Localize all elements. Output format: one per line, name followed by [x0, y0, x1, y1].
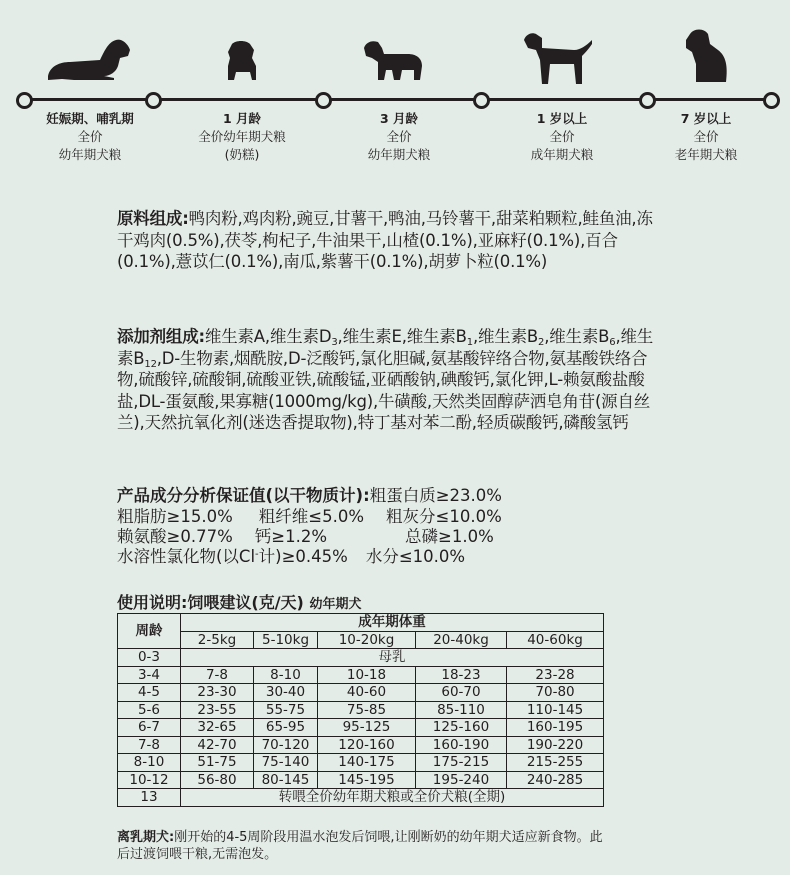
analysis-row: [117, 506, 502, 528]
stage-line: 全价: [549, 129, 575, 144]
age-cell: 13: [118, 789, 181, 807]
adult-dog-icon: [522, 30, 594, 86]
amount-cell: 120-160: [318, 736, 416, 754]
analysis-row: [117, 526, 494, 548]
timeline-dot: [16, 92, 33, 109]
age-cell: 8-10: [118, 754, 181, 772]
weaning-label: 离乳期犬:: [117, 830, 175, 845]
amount-cell: 60-70: [416, 684, 507, 702]
amount-cell: 75-140: [254, 754, 318, 772]
usage-title-text: 使用说明:饲喂建议(克/天): [117, 593, 304, 612]
timeline-dot: [763, 92, 780, 109]
subscript: 12: [144, 358, 157, 370]
feeding-table: [117, 613, 604, 807]
additives-label: 添加剂组成:: [117, 327, 205, 346]
amount-cell: 18-23: [416, 666, 507, 684]
analysis-protein: 粗蛋白质≥23.0%: [369, 486, 502, 505]
analysis-label: 产品成分分析保证值(以干物质计):: [117, 486, 370, 505]
timeline-dot: [145, 92, 162, 109]
amount-cell: 23-28: [507, 666, 604, 684]
subscript: 6: [609, 337, 616, 348]
amount-cell: 7-8: [181, 666, 254, 684]
analysis-fiber: 粗纤维≤5.0%: [258, 507, 364, 526]
amount-cell: 56-80: [181, 771, 254, 789]
stage-line: 老年期犬粮: [674, 147, 738, 162]
superscript: -: [255, 549, 259, 560]
analysis-calcium: 钙≥1.2%: [254, 527, 327, 546]
weight-column-header: 2-5kg: [181, 631, 254, 649]
weaning-note: [117, 829, 612, 863]
amount-cell: 85-110: [416, 701, 507, 719]
ingredients-section: [117, 208, 662, 273]
subscript: 1: [466, 337, 473, 348]
stage-3-months: [324, 110, 474, 164]
analysis-fat: 粗脂肪≥15.0%: [117, 507, 233, 526]
timeline-line: [22, 98, 772, 101]
analysis-moisture: 水分≤10.0%: [365, 547, 466, 566]
amount-cell: 125-160: [416, 719, 507, 737]
table-row: [118, 649, 604, 667]
amount-cell: 95-125: [318, 719, 416, 737]
additives-text: ,维生素B: [117, 327, 654, 368]
table-header-row: [118, 631, 604, 649]
amount-cell: 42-70: [181, 736, 254, 754]
age-cell: 7-8: [118, 736, 181, 754]
weight-column-header: 5-10kg: [254, 631, 318, 649]
weight-column-header: 10-20kg: [318, 631, 416, 649]
stage-title: 1 岁以上: [536, 111, 588, 126]
subscript: 3: [331, 337, 338, 348]
table-row: [118, 754, 604, 772]
age-cell: 3-4: [118, 666, 181, 684]
subscript: 2: [538, 337, 545, 348]
additives-text: ,维生素B: [472, 327, 539, 346]
amount-cell: 215-255: [507, 754, 604, 772]
analysis-phosphorus: 总磷≥1.0%: [405, 527, 494, 546]
stage-1-month: [167, 110, 317, 164]
age-cell: 6-7: [118, 719, 181, 737]
timeline-dot: [639, 92, 656, 109]
table-row: [118, 771, 604, 789]
additives-text: ,D-生物素,烟酰胺,D-泛酸钙,氯化胆碱,氨基酸锌络合物,氨基酸铁络合物,硫酸锌,硫酸铜,硫酸亚铁,硫酸锰,亚硒酸钠,碘酸钙,氯化钾,L-赖氨酸盐酸盐,DL-蛋氨酸,果寡糖(1000mg/kg),牛磺酸,天然类固醇萨洒皂角苷(源自丝兰),天然抗氧化剂(迷迭香提取物),特丁基对苯二酚,轻质碳酸钙,磷酸氢钙: [117, 348, 651, 432]
additives-text: 维生素A,维生素D: [204, 327, 332, 346]
additives-section: [117, 326, 662, 434]
weight-header: 成年期体重: [181, 614, 604, 632]
milk-cell: 母乳: [181, 649, 604, 667]
stage-title: 3 月龄: [379, 111, 419, 126]
amount-cell: 240-285: [507, 771, 604, 789]
stage-title: 7 岁以上: [680, 111, 732, 126]
table-row: [118, 789, 604, 807]
stage-line: (奶糕): [224, 147, 260, 162]
senior-dog-icon: [684, 28, 732, 84]
amount-cell: 32-65: [181, 719, 254, 737]
age-cell: 5-6: [118, 701, 181, 719]
usage-subtitle: 幼年期犬: [309, 597, 362, 612]
timeline-dot: [473, 92, 490, 109]
age-cell: 4-5: [118, 684, 181, 702]
amount-cell: 65-95: [254, 719, 318, 737]
weight-column-header: 20-40kg: [416, 631, 507, 649]
amount-cell: 195-240: [416, 771, 507, 789]
stage-1-year: [487, 110, 637, 164]
amount-cell: 160-190: [416, 736, 507, 754]
stage-line: 全价: [693, 129, 719, 144]
age-cell: 10-12: [118, 771, 181, 789]
stage-line: 幼年期犬粮: [58, 147, 122, 162]
analysis-row: [117, 485, 502, 507]
table-row: [118, 684, 604, 702]
analysis-chloride: 水溶性氯化物(以Cl: [117, 547, 256, 566]
weaning-text: 刚开始的4-5周阶段用温水泡发后饲喂,让刚断奶的幼年期犬适应新食物。此后过渡饲喂干粮,无需泡发。: [117, 830, 603, 862]
amount-cell: 75-85: [318, 701, 416, 719]
ingredients-text: 鸭肉粉,鸡肉粉,豌豆,甘薯干,鸭油,马铃薯干,甜菜粕颗粒,鲑鱼油,冻干鸡肉(0.5%),茯苓,枸杞子,牛油果干,山楂(0.1%),亚麻籽(0.1%),百合(0.1%),薏苡仁(0.1%),南瓜,紫薯干(0.1%),胡萝卜粒(0.1%): [117, 209, 653, 271]
amount-cell: 160-195: [507, 719, 604, 737]
stage-line: 幼年期犬粮: [367, 147, 431, 162]
amount-cell: 190-220: [507, 736, 604, 754]
stage-title: 妊娠期、哺乳期: [46, 111, 134, 126]
stage-7-years: [631, 110, 781, 164]
amount-cell: 8-10: [254, 666, 318, 684]
analysis-chloride: 计)≥0.45%: [258, 547, 348, 566]
analysis-ash: 粗灰分≤10.0%: [386, 507, 502, 526]
young-dog-icon: [362, 38, 426, 82]
table-row: [118, 701, 604, 719]
stage-line: 全价幼年期犬粮: [198, 129, 286, 144]
switch-food-cell: 转喂全价幼年期犬粮或全价犬粮(全期): [181, 789, 604, 807]
amount-cell: 70-120: [254, 736, 318, 754]
pregnant-dog-icon: [44, 36, 132, 82]
stage-line: 全价: [386, 129, 412, 144]
amount-cell: 140-175: [318, 754, 416, 772]
stage-line: 全价: [77, 129, 103, 144]
age-cell: 0-3: [118, 649, 181, 667]
table-body: [118, 666, 604, 789]
analysis-lysine: 赖氨酸≥0.77%: [117, 527, 233, 546]
table-header-row: [118, 614, 604, 632]
puppy-icon: [222, 40, 260, 82]
stage-line: 成年期犬粮: [530, 147, 594, 162]
stage-title: 1 月龄: [222, 111, 262, 126]
amount-cell: 40-60: [318, 684, 416, 702]
amount-cell: 51-75: [181, 754, 254, 772]
amount-cell: 23-30: [181, 684, 254, 702]
timeline-dot: [315, 92, 332, 109]
amount-cell: 23-55: [181, 701, 254, 719]
stage-pregnancy: [15, 110, 165, 164]
amount-cell: 30-40: [254, 684, 318, 702]
amount-cell: 80-145: [254, 771, 318, 789]
amount-cell: 10-18: [318, 666, 416, 684]
amount-cell: 145-195: [318, 771, 416, 789]
amount-cell: 55-75: [254, 701, 318, 719]
additives-text: ,维生素E,维生素B: [337, 327, 467, 346]
amount-cell: 110-145: [507, 701, 604, 719]
amount-cell: 70-80: [507, 684, 604, 702]
table-row: [118, 666, 604, 684]
weight-column-header: 40-60kg: [507, 631, 604, 649]
age-header: 周龄: [118, 614, 181, 649]
usage-title: [117, 590, 361, 613]
amount-cell: 175-215: [416, 754, 507, 772]
ingredients-label: 原料组成:: [117, 209, 189, 228]
life-stage-timeline: [0, 0, 790, 180]
additives-text: ,维生素B: [544, 327, 610, 346]
table-row: [118, 736, 604, 754]
analysis-row: [117, 546, 465, 568]
table-row: [118, 719, 604, 737]
